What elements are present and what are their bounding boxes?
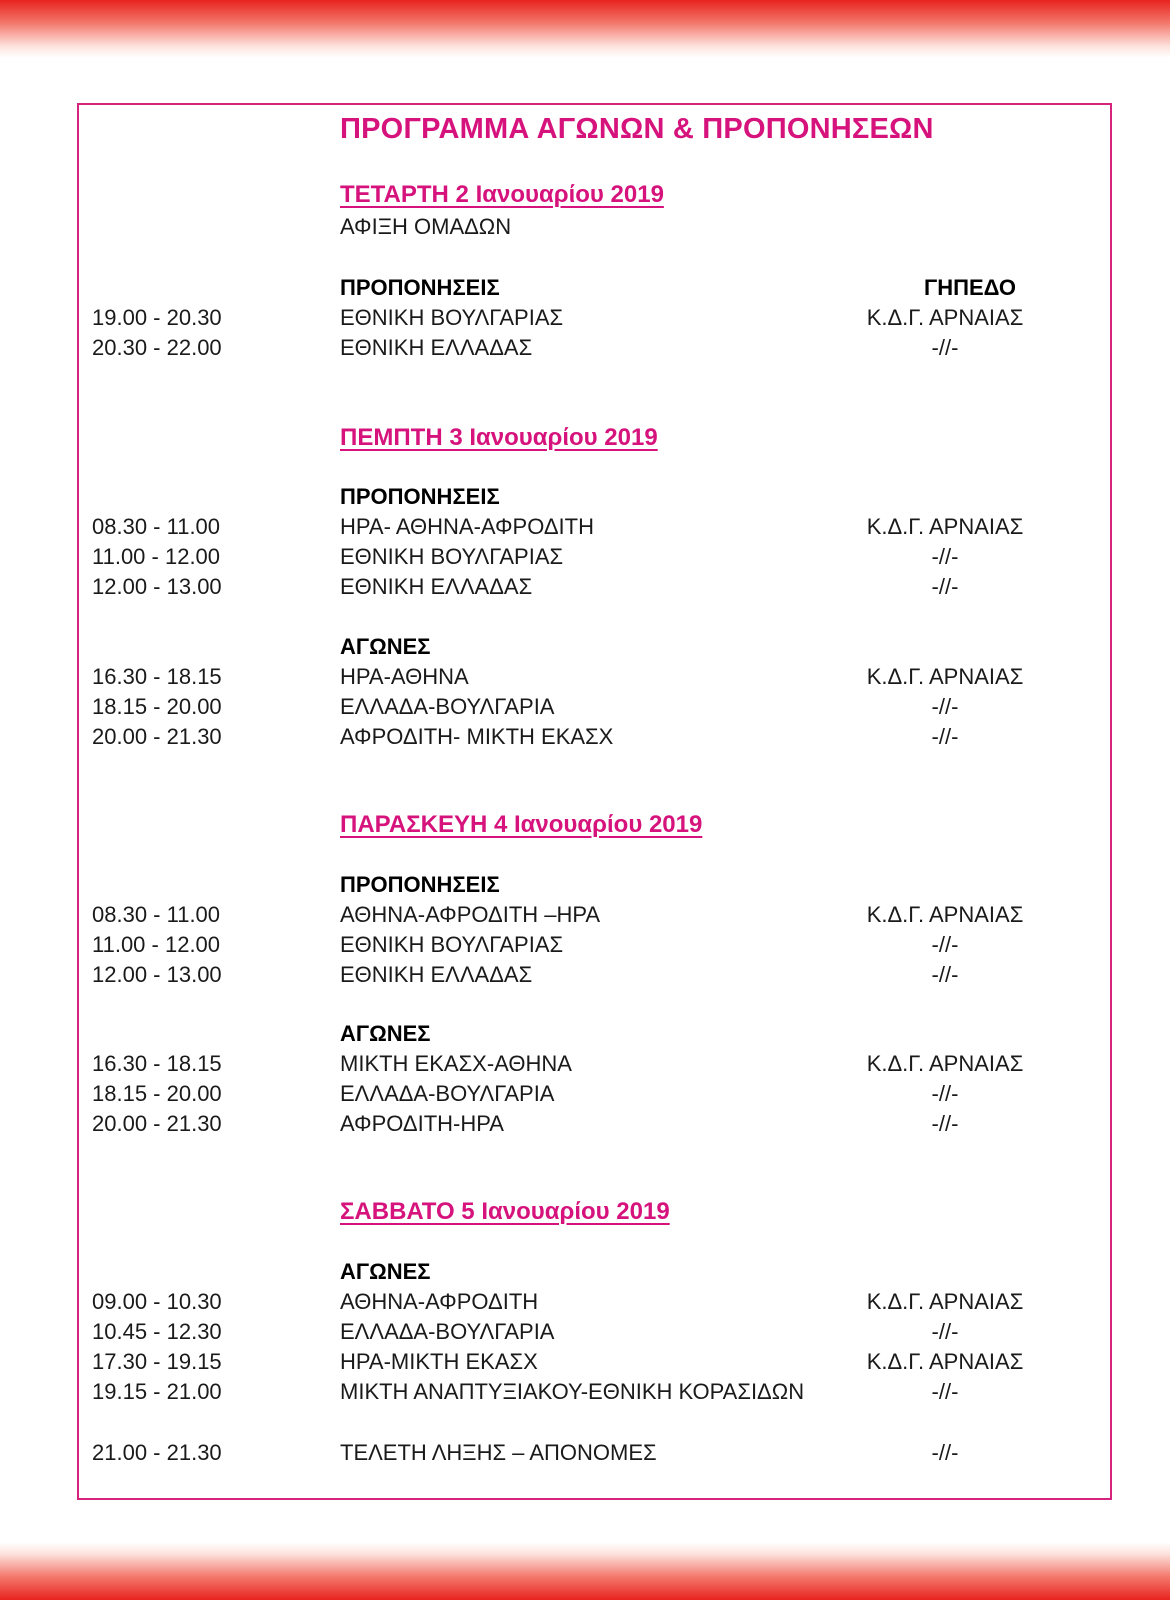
event-cell: ΕΛΛΑΔΑ-ΒΟΥΛΓΑΡΙΑ xyxy=(340,694,555,719)
venue-cell: -//- xyxy=(931,1081,959,1106)
games-label: ΑΓΩΝΕΣ xyxy=(340,1021,431,1046)
time-cell: 21.00 - 21.30 xyxy=(92,1440,222,1465)
table-row xyxy=(0,1349,1170,1379)
event-cell: ΗΡΑ-ΑΘΗΝΑ xyxy=(340,664,469,689)
time-cell: 20.00 - 21.30 xyxy=(92,724,222,749)
time-cell: 16.30 - 18.15 xyxy=(92,664,222,689)
table-row xyxy=(0,1081,1170,1111)
time-cell: 11.00 - 12.00 xyxy=(92,544,221,569)
table-row xyxy=(0,514,1170,544)
venue-cell: -//- xyxy=(931,932,959,957)
event-cell: ΕΛΛΑΔΑ-ΒΟΥΛΓΑΡΙΑ xyxy=(340,1319,555,1344)
event-cell: ΕΛΛΑΔΑ-ΒΟΥΛΓΑΡΙΑ xyxy=(340,1081,555,1106)
time-cell: 09.00 - 10.30 xyxy=(92,1289,222,1314)
table-row xyxy=(0,544,1170,574)
table-row xyxy=(0,1379,1170,1409)
table-row xyxy=(0,1289,1170,1319)
venue-cell: Κ.Δ.Γ. ΑΡΝΑΙΑΣ xyxy=(866,664,1024,689)
day-heading-thursday: ΠΕΜΠΤΗ 3 Ιανουαρίου 2019 xyxy=(340,424,658,451)
venue-cell: Κ.Δ.Γ. ΑΡΝΑΙΑΣ xyxy=(866,514,1024,539)
venue-cell: Κ.Δ.Γ. ΑΡΝΑΙΑΣ xyxy=(866,1349,1024,1374)
table-row xyxy=(0,932,1170,962)
event-cell: ΕΘΝΙΚΗ ΒΟΥΛΓΑΡΙΑΣ xyxy=(340,305,564,330)
venue-cell: -//- xyxy=(931,1379,959,1404)
table-row xyxy=(0,962,1170,992)
closing-ceremony-row xyxy=(0,1440,1170,1470)
table-row xyxy=(0,335,1170,365)
venue-column-header: ΓΗΠΕΔΟ xyxy=(923,275,1016,300)
event-cell: ΜΙΚΤΗ ΕΚΑΣΧ-ΑΘΗΝΑ xyxy=(340,1051,572,1076)
trainings-label: ΠΡΟΠΟΝΗΣΕΙΣ xyxy=(340,484,500,509)
venue-cell: -//- xyxy=(931,574,959,599)
venue-cell: -//- xyxy=(931,1319,959,1344)
event-cell: ΕΘΝΙΚΗ ΕΛΛΑΔΑΣ xyxy=(340,962,533,987)
time-cell: 17.30 - 19.15 xyxy=(92,1349,222,1374)
event-cell: ΑΘΗΝΑ-ΑΦΡΟΔΙΤΗ xyxy=(340,1289,539,1314)
games-label: ΑΓΩΝΕΣ xyxy=(340,1259,431,1284)
venue-cell: -//- xyxy=(931,962,959,987)
trainings-label: ΠΡΟΠΟΝΗΣΕΙΣ xyxy=(340,872,500,897)
table-row xyxy=(0,724,1170,754)
time-cell: 20.30 - 22.00 xyxy=(92,335,222,360)
trainings-label: ΠΡΟΠΟΝΗΣΕΙΣ xyxy=(340,275,500,300)
venue-cell: -//- xyxy=(931,694,959,719)
table-row xyxy=(0,694,1170,724)
table-row xyxy=(0,574,1170,604)
table-row xyxy=(0,902,1170,932)
time-cell: 19.00 - 20.30 xyxy=(92,305,222,330)
event-cell: ΕΘΝΙΚΗ ΒΟΥΛΓΑΡΙΑΣ xyxy=(340,932,564,957)
table-row xyxy=(0,1051,1170,1081)
event-cell: ΤΕΛΕΤΗ ΛΗΞΗΣ – ΑΠΟΝΟΜΕΣ xyxy=(340,1440,657,1465)
time-cell: 08.30 - 11.00 xyxy=(92,902,221,927)
games-label: ΑΓΩΝΕΣ xyxy=(340,634,431,659)
event-cell: ΕΘΝΙΚΗ ΒΟΥΛΓΑΡΙΑΣ xyxy=(340,544,564,569)
event-cell: ΗΡΑ- ΑΘΗΝΑ-ΑΦΡΟΔΙΤΗ xyxy=(340,514,594,539)
time-cell: 12.00 - 13.00 xyxy=(92,574,222,599)
day-heading-wednesday: ΤΕΤΑΡΤΗ 2 Ιανουαρίου 2019 xyxy=(340,181,664,208)
venue-cell: -//- xyxy=(931,724,959,749)
venue-cell: Κ.Δ.Γ. ΑΡΝΑΙΑΣ xyxy=(866,902,1024,927)
time-cell: 20.00 - 21.30 xyxy=(92,1111,222,1136)
time-cell: 10.45 - 12.30 xyxy=(92,1319,222,1344)
page-title: ΠΡΟΓΡΑΜΜΑ ΑΓΩΝΩΝ & ΠΡΟΠΟΝΗΣΕΩΝ xyxy=(340,113,934,145)
bottom-gradient-band xyxy=(0,1542,1170,1600)
venue-cell: -//- xyxy=(931,1440,959,1465)
event-cell: ΕΘΝΙΚΗ ΕΛΛΑΔΑΣ xyxy=(340,574,533,599)
venue-cell: Κ.Δ.Γ. ΑΡΝΑΙΑΣ xyxy=(866,305,1024,330)
event-cell: ΕΘΝΙΚΗ ΕΛΛΑΔΑΣ xyxy=(340,335,533,360)
table-row xyxy=(0,664,1170,694)
day-heading-saturday: ΣΑΒΒΑΤΟ 5 Ιανουαρίου 2019 xyxy=(340,1198,670,1225)
table-row xyxy=(0,1111,1170,1141)
table-row xyxy=(0,1319,1170,1349)
table-row xyxy=(0,305,1170,335)
time-cell: 19.15 - 21.00 xyxy=(92,1379,222,1404)
time-cell: 11.00 - 12.00 xyxy=(92,932,221,957)
event-cell: ΑΦΡΟΔΙΤΗ- ΜΙΚΤΗ ΕΚΑΣΧ xyxy=(340,724,614,749)
event-cell: ΑΘΗΝΑ-ΑΦΡΟΔΙΤΗ –ΗΡΑ xyxy=(340,902,601,927)
venue-cell: -//- xyxy=(931,544,959,569)
time-cell: 16.30 - 18.15 xyxy=(92,1051,222,1076)
venue-cell: Κ.Δ.Γ. ΑΡΝΑΙΑΣ xyxy=(866,1289,1024,1314)
event-cell: ΜΙΚΤΗ ΑΝΑΠΤΥΞΙΑΚΟΥ-ΕΘΝΙΚΗ ΚΟΡΑΣΙΔΩΝ xyxy=(340,1379,805,1404)
time-cell: 12.00 - 13.00 xyxy=(92,962,222,987)
venue-cell: -//- xyxy=(931,335,959,360)
event-cell: ΗΡΑ-ΜΙΚΤΗ ΕΚΑΣΧ xyxy=(340,1349,538,1374)
time-cell: 18.15 - 20.00 xyxy=(92,1081,222,1106)
venue-cell: -//- xyxy=(931,1111,959,1136)
event-cell: ΑΦΡΟΔΙΤΗ-ΗΡΑ xyxy=(340,1111,504,1136)
time-cell: 18.15 - 20.00 xyxy=(92,694,222,719)
arrival-note: ΑΦΙΞΗ ΟΜΑΔΩΝ xyxy=(340,214,512,239)
venue-cell: Κ.Δ.Γ. ΑΡΝΑΙΑΣ xyxy=(866,1051,1024,1076)
day-heading-friday: ΠΑΡΑΣΚΕΥΗ 4 Ιανουαρίου 2019 xyxy=(340,811,703,838)
top-gradient-band xyxy=(0,0,1170,58)
time-cell: 08.30 - 11.00 xyxy=(92,514,221,539)
